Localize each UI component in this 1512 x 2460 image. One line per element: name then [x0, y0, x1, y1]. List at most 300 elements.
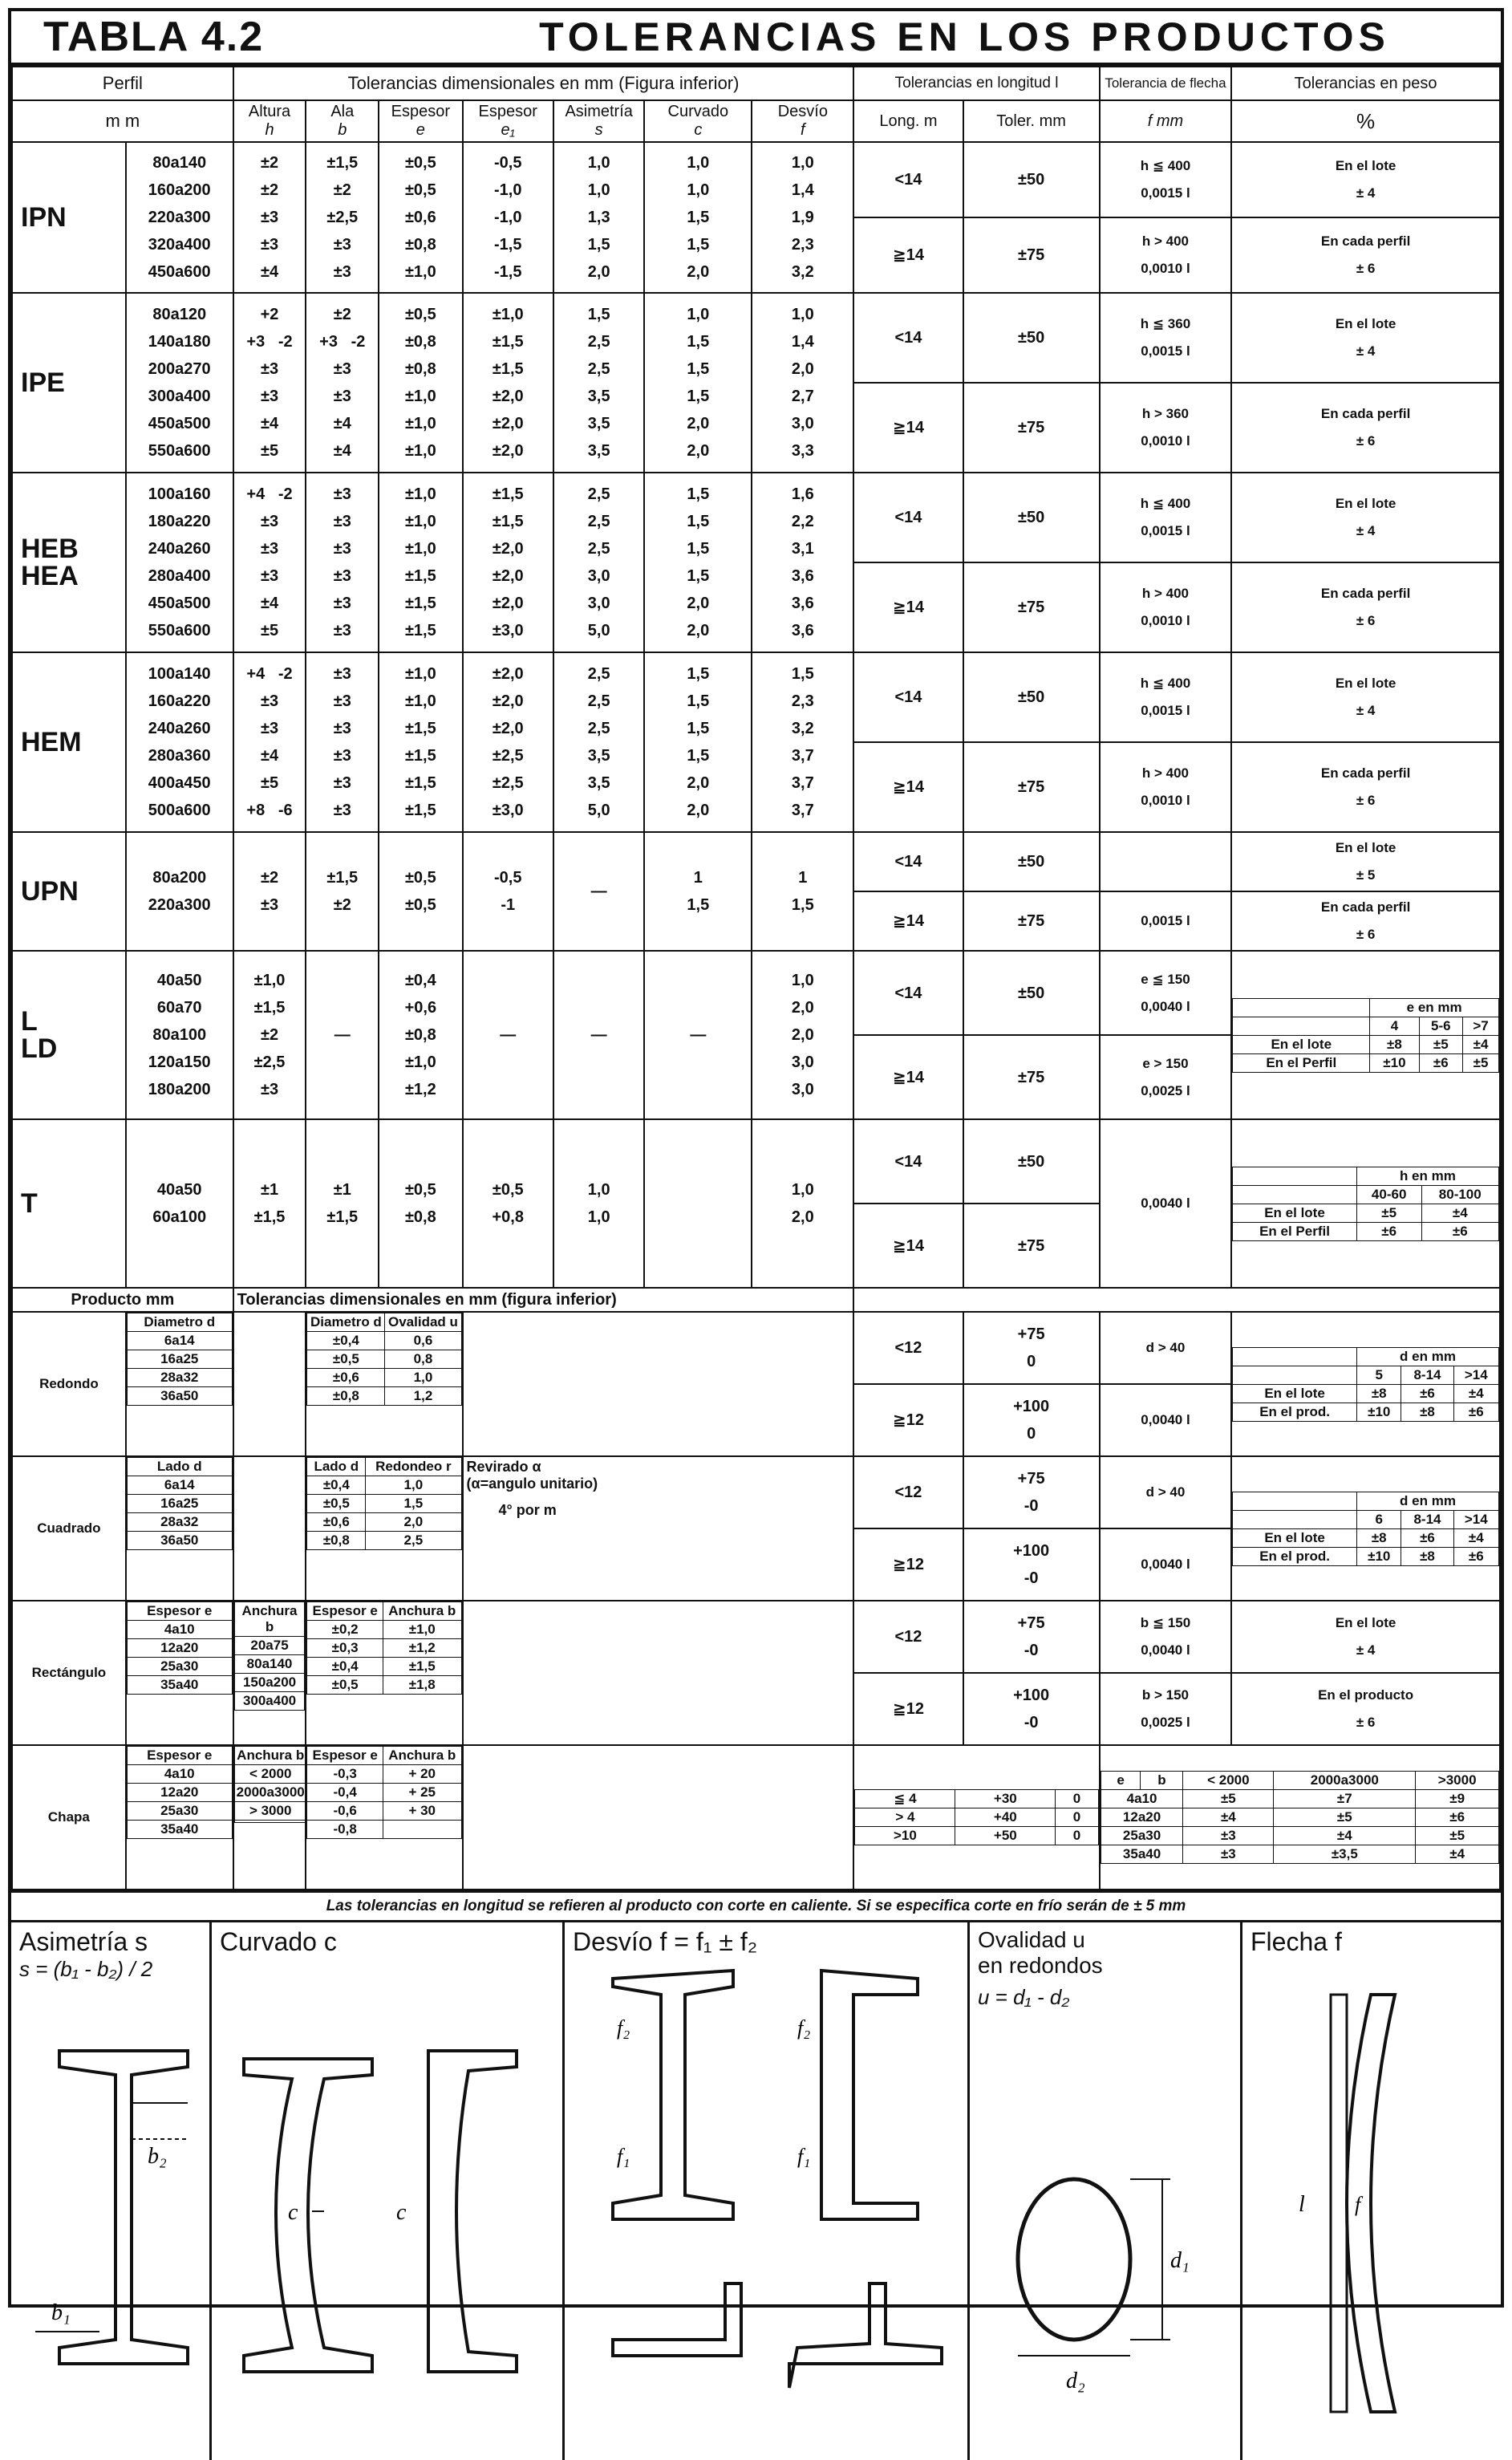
long-ge: ≧12 — [853, 1673, 963, 1745]
bar-tol-1: ±0,4 — [307, 1332, 385, 1350]
figure-curvado-title: Curvado c — [220, 1927, 337, 1956]
peso-grid-row-label: En el lote — [1233, 1035, 1370, 1053]
espesor1-label: Espesor — [478, 103, 537, 120]
bar-range2: < 2000 — [234, 1765, 306, 1784]
cell-e: ±0,4 +0,6 ±0,8 ±1,0 ±1,2 — [379, 951, 462, 1119]
chapa-grid-head: 2000a3000 — [1274, 1772, 1416, 1790]
figure-ovalidad-formula: u = d₁ - d₂ — [978, 1985, 1070, 2009]
peso-grid-value: ±6 — [1401, 1528, 1453, 1547]
col-espesor — [379, 100, 462, 142]
long-lt: <14 — [853, 832, 963, 891]
bar-range: 25a30 — [127, 1658, 232, 1676]
toler-ge: +100 0 — [963, 1384, 1100, 1456]
peso-2: En cada perfil ± 6 — [1231, 742, 1500, 832]
cell-h: ±2 ±2 ±3 ±3 ±4 — [233, 142, 306, 293]
bar-tol-2: 2,0 — [366, 1513, 461, 1532]
profile-name: IPN — [12, 142, 126, 293]
cell-f: 1,0 1,4 2,0 2,7 3,0 3,3 — [752, 293, 853, 473]
peso-2: En cada perfil ± 6 — [1231, 217, 1500, 293]
cell-b: ±3 ±3 ±3 ±3 ±3 ±3 — [306, 473, 379, 652]
cell-c: 1,5 1,5 1,5 1,5 2,0 2,0 — [644, 473, 752, 652]
chapa-grid-cell: ±5 — [1416, 1827, 1499, 1845]
chapa-grid-cell: ±4 — [1416, 1845, 1499, 1864]
col-peso: Tolerancias en peso — [1231, 67, 1500, 100]
toler-ge: +100 -0 — [963, 1528, 1100, 1601]
bar-tol-1: ±0,6 — [307, 1513, 366, 1532]
peso-grid-value: ±8 — [1401, 1547, 1453, 1565]
cell-s: — — [553, 832, 644, 951]
chapa-grid-cell: ±3 — [1183, 1827, 1274, 1845]
long-lt: <14 — [853, 142, 963, 217]
cell-s: 2,5 2,5 2,5 3,5 3,5 5,0 — [553, 652, 644, 832]
peso-grid-value: ±6 — [1453, 1547, 1498, 1565]
peso-grid-value: ±10 — [1370, 1053, 1419, 1072]
revirado-note: (α=angulo unitario) — [466, 1476, 598, 1492]
b1-label: b₁ — [51, 2300, 71, 2325]
peso-grid-value: ±8 — [1370, 1035, 1419, 1053]
peso-grid-value: ±6 — [1401, 1384, 1453, 1403]
long-lt: <14 — [853, 1119, 963, 1204]
toler-lt: +75 -0 — [963, 1456, 1100, 1528]
cell-f: 1,5 2,3 3,2 3,7 3,7 3,7 — [752, 652, 853, 832]
cell-b: ±1 ±1,5 — [306, 1119, 379, 1288]
peso-grid-head: e en mm — [1370, 998, 1499, 1017]
bar-range: 35a40 — [127, 1821, 232, 1839]
peso-grid-row-label: En el prod. — [1233, 1403, 1357, 1421]
asimetria-drawing — [11, 1922, 212, 2460]
cell-e: ±0,5 ±0,5 — [379, 832, 462, 951]
altura-symbol: h — [265, 121, 274, 139]
cell-e1: ±0,5 +0,8 — [463, 1119, 553, 1288]
bar-tol-1: ±0,5 — [307, 1495, 366, 1513]
cell-f: 1 1,5 — [752, 832, 853, 951]
long-ge: ≧14 — [853, 217, 963, 293]
bar-tol-2: 1,0 — [385, 1369, 461, 1387]
bar-tol-2: ±1,0 — [383, 1621, 461, 1639]
bar-range: 36a50 — [127, 1387, 232, 1406]
cell-b: ±1,5 ±2 — [306, 832, 379, 951]
toler-ge: ±75 — [963, 383, 1100, 473]
chapa-grid-head: b — [1141, 1772, 1183, 1790]
peso-grid — [1232, 998, 1499, 1073]
peso-grid-value: ±5 — [1419, 1035, 1462, 1053]
peso-2: En cada perfil ± 6 — [1231, 383, 1500, 473]
espesor-symbol: e — [415, 121, 425, 139]
bar-range: 6a14 — [127, 1476, 232, 1495]
toler-lt: ±50 — [963, 832, 1100, 891]
bar-range2: 300a400 — [234, 1692, 305, 1711]
peso-grid-col: >14 — [1453, 1366, 1498, 1384]
cell-h: +2 +3 -2 ±3 ±3 ±4 ±5 — [233, 293, 306, 473]
cell-ranges: 40a50 60a100 — [126, 1119, 233, 1288]
toler-lt: ±50 — [963, 1119, 1100, 1204]
bar-tol-1: ±0,6 — [307, 1369, 385, 1387]
chapa-grid-cell: ±9 — [1416, 1790, 1499, 1808]
bar-tol-2: 2,5 — [366, 1532, 461, 1550]
bar-range2-head: Anchura b — [234, 1747, 306, 1765]
bar-tol-2: 0,8 — [385, 1350, 461, 1369]
cell-f: 1,0 1,4 1,9 2,3 3,2 — [752, 142, 853, 293]
chapa-length-cell: 0 — [1056, 1790, 1098, 1808]
flecha-1: b ≦ 150 0,0040 l — [1100, 1601, 1231, 1673]
bar-range-head: Espesor e — [127, 1747, 232, 1765]
flecha-1: h ≦ 360 0,0015 l — [1100, 293, 1231, 383]
bar-tol-head-2: Anchura b — [383, 1602, 461, 1621]
chapa-length-cell: ≦ 4 — [855, 1790, 955, 1808]
flecha-1: h ≦ 400 0,0015 l — [1100, 473, 1231, 562]
revirado-head: Revirado α — [466, 1459, 541, 1475]
flecha-1: d > 40 — [1100, 1312, 1231, 1384]
col-desvio — [752, 100, 853, 142]
bars-dimensional-header: Tolerancias dimensionales en mm (figura inferior) — [233, 1288, 854, 1312]
bar-range: 12a20 — [127, 1784, 232, 1802]
ala-label: Ala — [330, 103, 355, 120]
long-ge: ≧14 — [853, 383, 963, 473]
cell-e1: ±2,0 ±2,0 ±2,0 ±2,5 ±2,5 ±3,0 — [463, 652, 553, 832]
d1-label: d₁ — [1170, 2248, 1190, 2273]
chapa-grid-cell: 12a20 — [1101, 1808, 1183, 1827]
long-lt: <14 — [853, 652, 963, 742]
espesor-label: Espesor — [391, 103, 451, 120]
figure-flecha-title: Flecha f — [1251, 1927, 1342, 1956]
cell-ranges: 100a160 180a220 240a260 280a400 450a500 550a600 — [126, 473, 233, 652]
cell-h: ±1 ±1,5 — [233, 1119, 306, 1288]
peso-1: En el lote ± 4 — [1231, 293, 1500, 383]
col-mm: m m — [12, 100, 233, 142]
long-lt: <12 — [853, 1601, 963, 1673]
toler-ge: ±75 — [963, 1204, 1100, 1288]
profile-name: L LD — [12, 951, 126, 1119]
bar-range2: 20a75 — [234, 1637, 305, 1655]
peso-1: En el lote ± 4 — [1231, 1601, 1500, 1673]
peso-grid-row-label: En el lote — [1233, 1384, 1357, 1403]
f2-label-1: f₂ — [617, 2016, 630, 2040]
col-flecha-mm: f mm — [1100, 100, 1231, 142]
tolerance-table — [11, 66, 1501, 1890]
cell-c: 1,5 1,5 1,5 1,5 2,0 2,0 — [644, 652, 752, 832]
chapa-length-cell: 0 — [1056, 1827, 1098, 1845]
bar-tol-head-2: Redondeo r — [366, 1458, 461, 1476]
bar-type: Rectángulo — [12, 1601, 126, 1745]
bars-product-header: Producto mm — [12, 1288, 233, 1312]
bar-range2: 150a200 — [234, 1674, 305, 1692]
bar-tol-2: 1,0 — [366, 1476, 461, 1495]
flecha-2: 0,0015 l — [1100, 891, 1231, 951]
peso-grid-value: ±6 — [1419, 1053, 1462, 1072]
chapa-grid-cell: ±6 — [1416, 1808, 1499, 1827]
peso-2: En cada perfil ± 6 — [1231, 562, 1500, 652]
peso-grid-value: ±4 — [1421, 1204, 1498, 1222]
bar-tol-1: -0,8 — [307, 1821, 383, 1839]
chapa-grid-cell: 4a10 — [1101, 1790, 1183, 1808]
bar-type: Redondo — [12, 1312, 126, 1456]
curvado-symbol: c — [694, 121, 703, 139]
bar-range: 25a30 — [127, 1802, 232, 1821]
cell-s: 1,0 1,0 1,3 1,5 2,0 — [553, 142, 644, 293]
toler-lt: ±50 — [963, 293, 1100, 383]
cell-s: — — [553, 951, 644, 1119]
flecha-2: h > 400 0,0010 l — [1100, 562, 1231, 652]
toler-ge: ±75 — [963, 891, 1100, 951]
cell-s: 1,0 1,0 — [553, 1119, 644, 1288]
peso-grid-row-label: En el lote — [1233, 1528, 1357, 1547]
toler-ge: ±75 — [963, 742, 1100, 832]
peso-grid — [1232, 1167, 1499, 1241]
col-altura — [233, 100, 306, 142]
chapa-grid-head: >3000 — [1416, 1772, 1499, 1790]
peso-grid-value: ±4 — [1453, 1384, 1498, 1403]
flecha-1 — [1100, 832, 1231, 891]
cell-c — [644, 1119, 752, 1288]
col-toler-mm: Toler. mm — [963, 100, 1100, 142]
f-label: f — [1355, 2193, 1361, 2216]
chapa-grid-cell: 25a30 — [1101, 1827, 1183, 1845]
cell-e1: ±1,0 ±1,5 ±1,5 ±2,0 ±2,0 ±2,0 — [463, 293, 553, 473]
col-flecha: Tolerancia de flecha — [1100, 67, 1231, 100]
peso-grid-col: >7 — [1463, 1017, 1499, 1035]
cell-f: 1,0 2,0 2,0 3,0 3,0 — [752, 951, 853, 1119]
chapa-grid-cell: ±4 — [1183, 1808, 1274, 1827]
bar-tol-1: ±0,8 — [307, 1532, 366, 1550]
long-lt: <14 — [853, 293, 963, 383]
flecha-2: h > 360 0,0010 l — [1100, 383, 1231, 473]
chapa-length-cell: 0 — [1056, 1808, 1098, 1827]
desvio-symbol: f — [801, 121, 805, 139]
peso-grid-col: 6 — [1357, 1510, 1401, 1528]
bar-tol-2: ±1,8 — [383, 1676, 461, 1695]
ala-symbol: b — [338, 121, 347, 139]
long-ge: ≧12 — [853, 1384, 963, 1456]
bar-tol-2: 0,6 — [385, 1332, 461, 1350]
chapa-grid-cell: ±3,5 — [1274, 1845, 1416, 1864]
long-lt: <14 — [853, 473, 963, 562]
bar-tol-2 — [383, 1821, 461, 1839]
figure-ovalidad-title: Ovalidad u en redondos — [978, 1927, 1103, 1978]
peso-grid-value: ±8 — [1357, 1528, 1401, 1547]
peso-grid-row-label: En el lote — [1233, 1204, 1357, 1222]
c-label-1: c — [288, 2200, 298, 2225]
toler-lt: ±50 — [963, 142, 1100, 217]
long-ge: ≧14 — [853, 1204, 963, 1288]
bar-type: Cuadrado — [12, 1456, 126, 1601]
curvado-label: Curvado — [667, 103, 729, 120]
bar-tol-2: + 30 — [383, 1802, 461, 1821]
chapa-grid-cell: 35a40 — [1101, 1845, 1183, 1864]
bar-tol-1: -0,3 — [307, 1765, 383, 1784]
toler-lt: +75 -0 — [963, 1601, 1100, 1673]
bar-tol-1: ±0,3 — [307, 1639, 383, 1658]
peso-grid-value: ±8 — [1357, 1384, 1401, 1403]
peso-grid-value: ±8 — [1401, 1403, 1453, 1421]
asimetria-label: Asimetría — [565, 103, 633, 120]
l-label: l — [1299, 2192, 1305, 2217]
peso-grid-value: ±10 — [1357, 1403, 1401, 1421]
chapa-length-cell: >10 — [855, 1827, 955, 1845]
flecha-2: h > 400 0,0010 l — [1100, 217, 1231, 293]
bar-tol-head-2: Ovalidad u — [385, 1313, 461, 1332]
figure-curvado — [212, 1922, 565, 2460]
cell-ranges: 80a140 160a200 220a300 320a400 450a600 — [126, 142, 233, 293]
toler-lt: ±50 — [963, 473, 1100, 562]
cell-ranges: 40a50 60a70 80a100 120a150 180a200 — [126, 951, 233, 1119]
cell-h: ±2 ±3 — [233, 832, 306, 951]
long-ge: ≧14 — [853, 742, 963, 832]
chapa-length-cell: +50 — [955, 1827, 1056, 1845]
flecha-2: h > 400 0,0010 l — [1100, 742, 1231, 832]
peso-grid-value: ±6 — [1356, 1222, 1421, 1240]
flecha-2: b > 150 0,0025 l — [1100, 1673, 1231, 1745]
c-label-2: c — [396, 2200, 407, 2225]
peso-1: En el lote ± 4 — [1231, 473, 1500, 562]
bar-range: 35a40 — [127, 1676, 232, 1695]
bar-range: 6a14 — [127, 1332, 232, 1350]
cell-f: 1,0 2,0 — [752, 1119, 853, 1288]
bar-range2 — [234, 1821, 306, 1823]
flecha-2: 0,0040 l — [1100, 1384, 1231, 1456]
curvado-drawing — [212, 1922, 565, 2460]
col-espesor1 — [463, 100, 553, 142]
chapa-length-cell: > 4 — [855, 1808, 955, 1827]
flecha-2: e > 150 0,0025 l — [1100, 1035, 1231, 1119]
chapa-length-cell: +40 — [955, 1808, 1056, 1827]
cell-s: 1,5 2,5 2,5 3,5 3,5 3,5 — [553, 293, 644, 473]
desvio-label: Desvío — [777, 103, 828, 120]
bar-tol-1: -0,6 — [307, 1802, 383, 1821]
cell-h: ±1,0 ±1,5 ±2 ±2,5 ±3 — [233, 951, 306, 1119]
cell-e: ±0,5 ±0,5 ±0,6 ±0,8 ±1,0 — [379, 142, 462, 293]
bar-range-head: Diametro d — [127, 1313, 232, 1332]
toler-ge: ±75 — [963, 217, 1100, 293]
cell-ranges: 80a120 140a180 200a270 300a400 450a500 550a600 — [126, 293, 233, 473]
bar-tol-1: ±0,4 — [307, 1476, 366, 1495]
peso-grid-col: 4 — [1370, 1017, 1419, 1035]
bar-tol-2: 1,2 — [385, 1387, 461, 1406]
bar-range: 28a32 — [127, 1369, 232, 1387]
f2-label-2: f₂ — [797, 2016, 811, 2040]
bar-tol-2: ±1,5 — [383, 1658, 461, 1676]
peso-1: En el lote ± 5 — [1231, 832, 1500, 891]
long-lt: <12 — [853, 1312, 963, 1384]
peso-grid-value: ±6 — [1453, 1403, 1498, 1421]
document-page — [8, 8, 1504, 2393]
cell-c: 1,0 1,5 1,5 1,5 2,0 2,0 — [644, 293, 752, 473]
cell-c: 1 1,5 — [644, 832, 752, 951]
cell-e: ±0,5 ±0,8 ±0,8 ±1,0 ±1,0 ±1,0 — [379, 293, 462, 473]
peso-grid-row-label: En el Perfil — [1233, 1053, 1370, 1072]
bar-range2-head: Anchura b — [234, 1602, 305, 1637]
col-asimetria — [553, 100, 644, 142]
bar-tol-head-1: Diametro d — [307, 1313, 385, 1332]
cell-b: ±1,5 ±2 ±2,5 ±3 ±3 — [306, 142, 379, 293]
cell-f: 1,6 2,2 3,1 3,6 3,6 3,6 — [752, 473, 853, 652]
flecha-2: 0,0040 l — [1100, 1528, 1231, 1601]
toler-lt: ±50 — [963, 951, 1100, 1035]
cell-e1: — — [463, 951, 553, 1119]
peso-grid-col: 5 — [1357, 1366, 1401, 1384]
figure-ovalidad — [970, 1922, 1242, 2460]
cell-e: ±1,0 ±1,0 ±1,0 ±1,5 ±1,5 ±1,5 — [379, 473, 462, 652]
bar-range: 4a10 — [127, 1621, 232, 1639]
toler-lt: ±50 — [963, 652, 1100, 742]
asimetria-symbol: s — [594, 121, 603, 139]
cell-ranges: 80a200 220a300 — [126, 832, 233, 951]
flecha-1: 0,0040 l — [1100, 1119, 1231, 1288]
cell-b: ±2 +3 -2 ±3 ±3 ±4 ±4 — [306, 293, 379, 473]
long-lt: <14 — [853, 951, 963, 1035]
profile-name: HEM — [12, 652, 126, 832]
chapa-grid-cell: ±3 — [1183, 1845, 1274, 1864]
d2-label: d₂ — [1066, 2369, 1085, 2393]
peso-grid-row-label: En el Perfil — [1233, 1222, 1357, 1240]
figure-flecha — [1242, 1922, 1501, 2460]
bar-tol-head-2: Anchura b — [383, 1747, 461, 1765]
chapa-grid-head: e — [1101, 1772, 1141, 1790]
flecha-1: d > 40 — [1100, 1456, 1231, 1528]
revirado-value: 4° por m — [498, 1502, 557, 1518]
flecha-1: h ≦ 400 0,0015 l — [1100, 142, 1231, 217]
chapa-grid-cell: ±5 — [1183, 1790, 1274, 1808]
cell-h: +4 -2 ±3 ±3 ±4 ±5 +8 -6 — [233, 652, 306, 832]
peso-grid-head: d en mm — [1357, 1347, 1499, 1366]
bar-tol-1: ±0,8 — [307, 1387, 385, 1406]
cell-h: +4 -2 ±3 ±3 ±3 ±4 ±5 — [233, 473, 306, 652]
figure-asimetria — [11, 1922, 212, 2460]
flecha-drawing — [1242, 1922, 1499, 2460]
figure-asimetria-title: Asimetría s — [19, 1927, 148, 1956]
profile-name: T — [12, 1119, 126, 1288]
bar-range2: 80a140 — [234, 1655, 305, 1674]
cell-e: ±1,0 ±1,0 ±1,5 ±1,5 ±1,5 ±1,5 — [379, 652, 462, 832]
cell-b: — — [306, 951, 379, 1119]
toler-ge: +100 -0 — [963, 1673, 1100, 1745]
b2-label: b₂ — [148, 2144, 167, 2169]
footnote: Las tolerancias en longitud se refieren al producto con corte en caliente. Si se especifica corte en frío serán de ± 5 mm — [11, 1890, 1501, 1922]
peso-grid — [1232, 1347, 1499, 1422]
cell-e: ±0,5 ±0,8 — [379, 1119, 462, 1288]
peso-grid-value: ±10 — [1357, 1547, 1401, 1565]
header — [11, 11, 1501, 66]
bar-tol-2: + 20 — [383, 1765, 461, 1784]
bar-type: Chapa — [12, 1745, 126, 1890]
peso-grid — [1232, 1492, 1499, 1566]
peso-2: En cada perfil ± 6 — [1231, 891, 1500, 951]
bar-tol-1: ±0,2 — [307, 1621, 383, 1639]
col-longitud: Tolerancias en longitud l — [853, 67, 1099, 100]
col-curvado — [644, 100, 752, 142]
bar-range-head: Espesor e — [127, 1602, 232, 1621]
peso-grid-value: ±6 — [1421, 1222, 1498, 1240]
cell-b: ±3 ±3 ±3 ±3 ±3 ±3 — [306, 652, 379, 832]
chapa-grid-cell: ±7 — [1274, 1790, 1416, 1808]
espesor1-symbol: e₁ — [501, 121, 515, 139]
bar-tol-2: ±1,2 — [383, 1639, 461, 1658]
flecha-1: e ≦ 150 0,0040 l — [1100, 951, 1231, 1035]
peso-1: En el lote ± 4 — [1231, 142, 1500, 217]
bar-range: 4a10 — [127, 1765, 232, 1784]
chapa-grid-cell: ±4 — [1274, 1827, 1416, 1845]
peso-grid-col: 8-14 — [1401, 1366, 1453, 1384]
bar-tol-head-1: Lado d — [307, 1458, 366, 1476]
cell-s: 2,5 2,5 2,5 3,0 3,0 5,0 — [553, 473, 644, 652]
peso-1: En el lote ± 4 — [1231, 652, 1500, 742]
toler-ge: ±75 — [963, 1035, 1100, 1119]
bar-range-head: Lado d — [127, 1458, 232, 1476]
peso-grid-col: 5-6 — [1419, 1017, 1462, 1035]
chapa-grid-head: < 2000 — [1183, 1772, 1274, 1790]
chapa-length-cell: +30 — [955, 1790, 1056, 1808]
col-dimensional: Tolerancias dimensionales en mm (Figura inferior) — [233, 67, 854, 100]
figure-desvio-title: Desvío f = f₁ ± f₂ — [573, 1927, 758, 1956]
